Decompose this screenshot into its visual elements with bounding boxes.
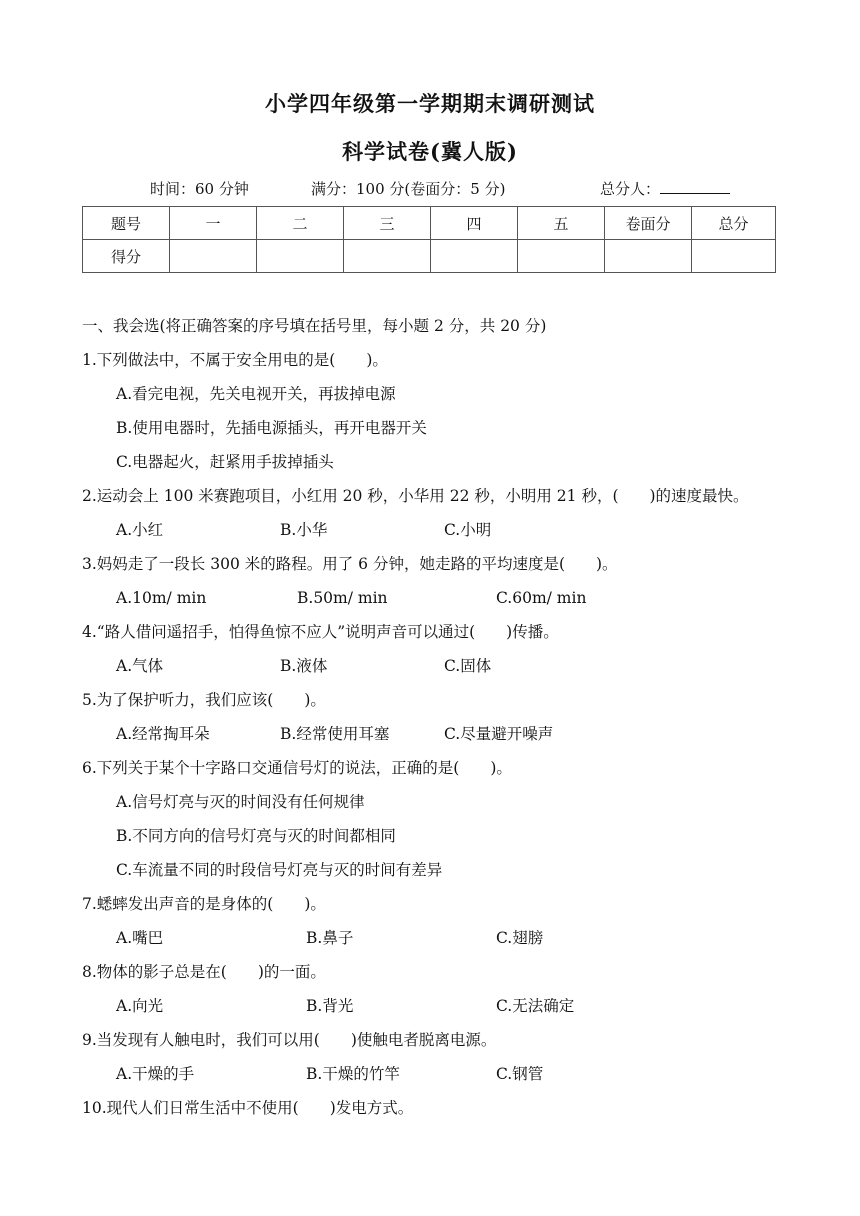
option: C.车流量不同的时段信号灯亮与灭的时间有差异 bbox=[116, 861, 443, 879]
option: A.干燥的手 bbox=[116, 1065, 195, 1083]
option: B.鼻子 bbox=[306, 929, 354, 947]
option: A.10m/ min bbox=[116, 589, 207, 607]
scorer-label: 总分人： bbox=[600, 180, 661, 198]
score-cell[interactable] bbox=[692, 240, 776, 273]
option: C.翅膀 bbox=[496, 929, 544, 947]
option: A.气体 bbox=[116, 657, 164, 675]
score-header-cell: 题号 bbox=[83, 207, 170, 240]
option: B.不同方向的信号灯亮与灭的时间都相同 bbox=[116, 827, 396, 845]
option: C.小明 bbox=[444, 521, 492, 539]
score-cell[interactable] bbox=[605, 240, 692, 273]
options-row bbox=[82, 652, 802, 686]
option: C.固体 bbox=[444, 657, 492, 675]
question-1: 1.下列做法中，不属于安全用电的是( )。 bbox=[82, 351, 388, 369]
score-header-cell: 卷面分 bbox=[605, 207, 692, 240]
option: B.背光 bbox=[306, 997, 354, 1015]
question-3: 3.妈妈走了一段长 300 米的路程。用了 6 分钟，她走路的平均速度是( )。 bbox=[82, 555, 618, 573]
section-heading: 一、我会选(将正确答案的序号填在括号里，每小题 2 分，共 20 分) bbox=[82, 317, 547, 335]
option: C.尽量避开噪声 bbox=[444, 725, 554, 743]
scorer-blank bbox=[660, 179, 730, 194]
option: A.经常掏耳朵 bbox=[116, 725, 210, 743]
question-9: 9.当发现有人触电时，我们可以用( )使触电者脱离电源。 bbox=[82, 1031, 497, 1049]
question-6: 6.下列关于某个十字路口交通信号灯的说法，正确的是( )。 bbox=[82, 759, 512, 777]
score-header-cell: 一 bbox=[170, 207, 257, 240]
score-cell[interactable] bbox=[431, 240, 518, 273]
option: A.小红 bbox=[116, 521, 164, 539]
exam-time: 时间：60 分钟 bbox=[150, 180, 249, 198]
exam-full-score: 满分：100 分(卷面分：5 分) bbox=[311, 180, 506, 198]
option: B.小华 bbox=[280, 521, 328, 539]
score-row-label: 得分 bbox=[83, 240, 170, 273]
exam-title: 小学四年级第一学期期末调研测试 bbox=[265, 91, 595, 116]
option: B.经常使用耳塞 bbox=[280, 725, 390, 743]
option: A.向光 bbox=[116, 997, 164, 1015]
score-table bbox=[82, 206, 776, 273]
option: A.嘴巴 bbox=[116, 929, 164, 947]
option: C.60m/ min bbox=[496, 589, 587, 607]
score-cell[interactable] bbox=[257, 240, 344, 273]
section-1 bbox=[82, 312, 802, 1128]
question-10: 10.现代人们日常生活中不使用( )发电方式。 bbox=[82, 1099, 414, 1117]
question-7: 7.蟋蟀发出声音的是身体的( )。 bbox=[82, 895, 326, 913]
question-8: 8.物体的影子总是在( )的一面。 bbox=[82, 963, 326, 981]
score-header-cell: 五 bbox=[518, 207, 605, 240]
options-row bbox=[82, 720, 802, 754]
options-row bbox=[82, 924, 802, 958]
option: A.看完电视，先关电视开关，再拔掉电源 bbox=[116, 385, 396, 403]
score-header-cell: 四 bbox=[431, 207, 518, 240]
exam-subtitle: 科学试卷(冀人版) bbox=[342, 139, 518, 164]
score-table-header-row bbox=[83, 207, 776, 240]
question-2: 2.运动会上 100 米赛跑项目，小红用 20 秒，小华用 22 秒，小明用 21 秒，( )的速度最快。 bbox=[82, 487, 749, 505]
score-header-cell: 三 bbox=[344, 207, 431, 240]
options-row bbox=[82, 516, 802, 550]
score-header-cell: 二 bbox=[257, 207, 344, 240]
score-cell[interactable] bbox=[170, 240, 257, 273]
option: C.电器起火，赶紧用手拔掉插头 bbox=[116, 453, 334, 471]
option: B.液体 bbox=[280, 657, 328, 675]
option: B.干燥的竹竿 bbox=[306, 1065, 400, 1083]
option: A.信号灯亮与灭的时间没有任何规律 bbox=[116, 793, 365, 811]
score-cell[interactable] bbox=[518, 240, 605, 273]
score-header-cell: 总分 bbox=[692, 207, 776, 240]
score-cell[interactable] bbox=[344, 240, 431, 273]
option: B.使用电器时，先插电源插头，再开电器开关 bbox=[116, 419, 427, 437]
options-row bbox=[82, 1060, 802, 1094]
question-4: 4.“路人借问遥招手，怕得鱼惊不应人”说明声音可以通过( )传播。 bbox=[82, 623, 559, 641]
option: C.无法确定 bbox=[496, 997, 575, 1015]
scorer-field bbox=[600, 178, 730, 199]
question-5: 5.为了保护听力，我们应该( )。 bbox=[82, 691, 326, 709]
option: C.钢管 bbox=[496, 1065, 544, 1083]
options-row bbox=[82, 992, 802, 1026]
score-table-row bbox=[83, 240, 776, 273]
option: B.50m/ min bbox=[297, 589, 388, 607]
options-row bbox=[82, 584, 802, 618]
